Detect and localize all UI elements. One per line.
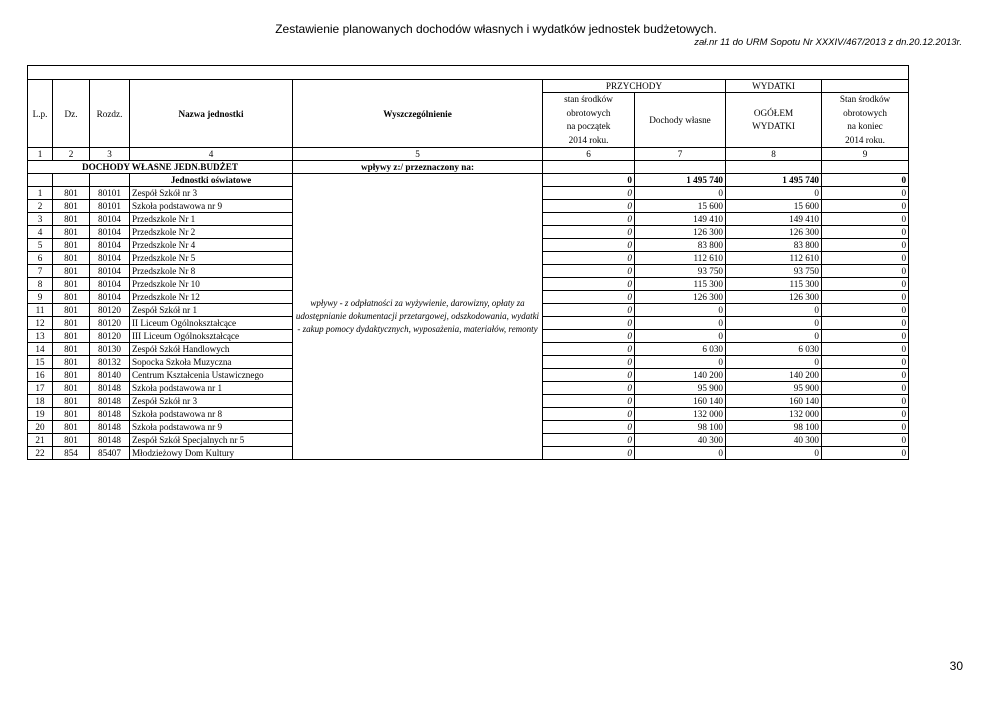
cell-stan-koniec: 0	[822, 304, 909, 317]
cell-wydatki: 0	[726, 356, 822, 369]
cell-stan-poczatek: 0	[543, 395, 635, 408]
description-cell: wpływy - z odpłatności za wyżywienie, darowizny, opłaty za udostępnianie dokumentacji przetargowej, odszkodowania, wydatki - zakup pomocy dydaktycznych, wyposażenia, materiałów, remonty	[293, 174, 543, 460]
cell-rozdz: 80132	[90, 356, 130, 369]
cell-rozdz: 80148	[90, 434, 130, 447]
cell-nazwa: II Liceum Ogólnokształcące	[130, 317, 293, 330]
cell-rozdz: 80104	[90, 265, 130, 278]
cell-rozdz: 80104	[90, 278, 130, 291]
cell-dz: 801	[53, 421, 90, 434]
header-row-top	[28, 80, 909, 93]
cell-lp: 7	[28, 265, 53, 278]
cell-dz: 801	[53, 252, 90, 265]
cell-rozdz: 85407	[90, 447, 130, 460]
cell-rozdz: 80120	[90, 317, 130, 330]
cell-dz: 854	[53, 447, 90, 460]
cell-nazwa: Szkoła podstawowa nr 1	[130, 382, 293, 395]
cell-nazwa: Sopocka Szkoła Muzyczna	[130, 356, 293, 369]
cell-nazwa: Centrum Kształcenia Ustawicznego	[130, 369, 293, 382]
cell-dz: 801	[53, 239, 90, 252]
group-name: Jednostki oświatowe	[130, 174, 293, 187]
cell-dz: 801	[53, 408, 90, 421]
cell-lp: 6	[28, 252, 53, 265]
cell-dochody: 115 300	[635, 278, 726, 291]
cell-nazwa: Szkoła podstawowa nr 9	[130, 421, 293, 434]
cell-lp: 13	[28, 330, 53, 343]
cell-wydatki: 15 600	[726, 200, 822, 213]
cell-dochody: 126 300	[635, 291, 726, 304]
group-stan-poczatek: 0	[543, 174, 635, 187]
cell-nazwa: Zespół Szkół nr 1	[130, 304, 293, 317]
cell-rozdz: 80148	[90, 408, 130, 421]
cell-dochody: 126 300	[635, 226, 726, 239]
cell-lp: 9	[28, 291, 53, 304]
cell-lp: 15	[28, 356, 53, 369]
cell-lp: 5	[28, 239, 53, 252]
cell-stan-poczatek: 0	[543, 291, 635, 304]
cell-stan-koniec: 0	[822, 226, 909, 239]
cell-wydatki: 6 030	[726, 343, 822, 356]
header-nazwa: Nazwa jednostki	[130, 80, 293, 148]
cell-lp: 21	[28, 434, 53, 447]
cell-dochody: 160 140	[635, 395, 726, 408]
cell-lp: 12	[28, 317, 53, 330]
cell-dochody: 40 300	[635, 434, 726, 447]
cell-nazwa: Przedszkole Nr 1	[130, 213, 293, 226]
header-lp: L.p.	[28, 80, 53, 148]
cell-stan-poczatek: 0	[543, 369, 635, 382]
cell-nazwa: Przedszkole Nr 2	[130, 226, 293, 239]
cell-rozdz: 80101	[90, 187, 130, 200]
cell-dochody: 95 900	[635, 382, 726, 395]
cell-stan-koniec: 0	[822, 317, 909, 330]
cell-lp: 8	[28, 278, 53, 291]
cell-lp: 4	[28, 226, 53, 239]
cell-lp: 1	[28, 187, 53, 200]
cell-nazwa: Przedszkole Nr 12	[130, 291, 293, 304]
cell-dochody: 0	[635, 447, 726, 460]
cell-lp: 19	[28, 408, 53, 421]
cell-rozdz: 80101	[90, 200, 130, 213]
cell-dz: 801	[53, 434, 90, 447]
cell-rozdz: 80120	[90, 304, 130, 317]
cell-stan-koniec: 0	[822, 239, 909, 252]
cell-wydatki: 149 410	[726, 213, 822, 226]
group-wydatki: 1 495 740	[726, 174, 822, 187]
cell-stan-koniec: 0	[822, 421, 909, 434]
cell-stan-koniec: 0	[822, 356, 909, 369]
cell-stan-poczatek: 0	[543, 213, 635, 226]
cell-wydatki: 93 750	[726, 265, 822, 278]
cell-dochody: 98 100	[635, 421, 726, 434]
cell-nazwa: Zespół Szkół Handlowych	[130, 343, 293, 356]
cell-nazwa: Zespół Szkół Specjalnych nr 5	[130, 434, 293, 447]
cell-stan-koniec: 0	[822, 200, 909, 213]
header-wydatki: WYDATKI	[726, 80, 822, 93]
cell-dochody: 0	[635, 356, 726, 369]
cell-dochody: 0	[635, 317, 726, 330]
cell-dz: 801	[53, 278, 90, 291]
cell-dz: 801	[53, 382, 90, 395]
cell-stan-koniec: 0	[822, 369, 909, 382]
cell-wydatki: 115 300	[726, 278, 822, 291]
cell-nazwa: Szkoła podstawowa nr 9	[130, 200, 293, 213]
cell-wydatki: 0	[726, 187, 822, 200]
cell-rozdz: 80140	[90, 369, 130, 382]
cell-wydatki: 40 300	[726, 434, 822, 447]
cell-nazwa: Szkoła podstawowa nr 8	[130, 408, 293, 421]
cell-rozdz: 80148	[90, 382, 130, 395]
cell-wydatki: 132 000	[726, 408, 822, 421]
cell-dz: 801	[53, 317, 90, 330]
group-row	[28, 174, 909, 187]
cell-wydatki: 98 100	[726, 421, 822, 434]
header-dochody-wlasne: Dochody własne	[635, 93, 726, 148]
header-rozdz: Rozdz.	[90, 80, 130, 148]
cell-lp: 17	[28, 382, 53, 395]
cell-wydatki: 126 300	[726, 226, 822, 239]
cell-stan-poczatek: 0	[543, 356, 635, 369]
spacer-row	[28, 66, 909, 80]
cell-nazwa: Zespół Szkół nr 3	[130, 187, 293, 200]
cell-dz: 801	[53, 265, 90, 278]
header-dz: Dz.	[53, 80, 90, 148]
cell-rozdz: 80104	[90, 213, 130, 226]
cell-lp: 20	[28, 421, 53, 434]
cell-dz: 801	[53, 291, 90, 304]
cell-stan-koniec: 0	[822, 265, 909, 278]
cell-dochody: 93 750	[635, 265, 726, 278]
cell-stan-koniec: 0	[822, 382, 909, 395]
cell-lp: 18	[28, 395, 53, 408]
cell-nazwa: Przedszkole Nr 8	[130, 265, 293, 278]
cell-lp: 3	[28, 213, 53, 226]
header-ogolem-wydatki: OGÓŁEM WYDATKI	[726, 93, 822, 148]
cell-stan-koniec: 0	[822, 408, 909, 421]
cell-stan-poczatek: 0	[543, 304, 635, 317]
cell-stan-koniec: 0	[822, 395, 909, 408]
cell-dochody: 0	[635, 330, 726, 343]
cell-nazwa: III Liceum Ogólnokształcące	[130, 330, 293, 343]
section-title: DOCHODY WŁASNE JEDN.BUDŻET	[28, 161, 293, 174]
cell-dz: 801	[53, 330, 90, 343]
cell-stan-poczatek: 0	[543, 252, 635, 265]
cell-dz: 801	[53, 226, 90, 239]
cell-stan-koniec: 0	[822, 434, 909, 447]
cell-stan-poczatek: 0	[543, 265, 635, 278]
cell-wydatki: 0	[726, 330, 822, 343]
cell-rozdz: 80120	[90, 330, 130, 343]
cell-dz: 801	[53, 395, 90, 408]
cell-wydatki: 0	[726, 317, 822, 330]
cell-nazwa: Młodzieżowy Dom Kultury	[130, 447, 293, 460]
cell-stan-poczatek: 0	[543, 408, 635, 421]
cell-stan-poczatek: 0	[543, 447, 635, 460]
cell-stan-poczatek: 0	[543, 226, 635, 239]
page-number: 30	[949, 659, 963, 673]
cell-lp: 14	[28, 343, 53, 356]
cell-wydatki: 140 200	[726, 369, 822, 382]
cell-dochody: 0	[635, 187, 726, 200]
cell-wydatki: 83 800	[726, 239, 822, 252]
cell-rozdz: 80148	[90, 421, 130, 434]
cell-wydatki: 0	[726, 304, 822, 317]
group-stan-koniec: 0	[822, 174, 909, 187]
cell-stan-poczatek: 0	[543, 317, 635, 330]
cell-stan-poczatek: 0	[543, 239, 635, 252]
cell-stan-koniec: 0	[822, 278, 909, 291]
cell-stan-poczatek: 0	[543, 187, 635, 200]
cell-dochody: 6 030	[635, 343, 726, 356]
cell-dz: 801	[53, 356, 90, 369]
document-subtitle: zał.nr 11 do URM Sopotu Nr XXXIV/467/2013 z dn.20.12.2013r.	[694, 37, 962, 48]
cell-dz: 801	[53, 304, 90, 317]
cell-lp: 22	[28, 447, 53, 460]
cell-dz: 801	[53, 343, 90, 356]
budget-table	[27, 65, 909, 460]
cell-rozdz: 80104	[90, 252, 130, 265]
cell-dochody: 0	[635, 304, 726, 317]
cell-stan-poczatek: 0	[543, 382, 635, 395]
cell-lp: 2	[28, 200, 53, 213]
header-stan-koniec: Stan środków obrotowych na koniec 2014 roku.	[822, 93, 909, 148]
cell-dz: 801	[53, 200, 90, 213]
cell-stan-poczatek: 0	[543, 200, 635, 213]
cell-stan-koniec: 0	[822, 447, 909, 460]
cell-stan-poczatek: 0	[543, 330, 635, 343]
cell-rozdz: 80148	[90, 395, 130, 408]
document-title: Zestawienie planowanych dochodów własnych i wydatków jednostek budżetowych.	[275, 22, 717, 36]
cell-rozdz: 80104	[90, 291, 130, 304]
cell-rozdz: 80104	[90, 239, 130, 252]
section-row	[28, 161, 909, 174]
cell-dz: 801	[53, 187, 90, 200]
group-dochody: 1 495 740	[635, 174, 726, 187]
cell-dz: 801	[53, 213, 90, 226]
cell-nazwa: Przedszkole Nr 10	[130, 278, 293, 291]
column-number-row: 1 2 3 4 5 6 7 8 9	[28, 148, 909, 161]
cell-dochody: 132 000	[635, 408, 726, 421]
cell-rozdz: 80130	[90, 343, 130, 356]
cell-nazwa: Przedszkole Nr 4	[130, 239, 293, 252]
cell-wydatki: 112 610	[726, 252, 822, 265]
cell-dochody: 140 200	[635, 369, 726, 382]
cell-stan-koniec: 0	[822, 213, 909, 226]
cell-dz: 801	[53, 369, 90, 382]
cell-lp: 11	[28, 304, 53, 317]
header-stan-poczatek: stan środków obrotowych na początek 2014 roku.	[543, 93, 635, 148]
cell-stan-poczatek: 0	[543, 343, 635, 356]
cell-dochody: 83 800	[635, 239, 726, 252]
cell-stan-poczatek: 0	[543, 421, 635, 434]
header-wyszczegolnienie: Wyszczególnienie	[293, 80, 543, 148]
cell-wydatki: 126 300	[726, 291, 822, 304]
cell-dochody: 112 610	[635, 252, 726, 265]
cell-stan-koniec: 0	[822, 252, 909, 265]
cell-stan-koniec: 0	[822, 291, 909, 304]
cell-stan-poczatek: 0	[543, 278, 635, 291]
cell-nazwa: Zespół Szkół nr 3	[130, 395, 293, 408]
cell-stan-koniec: 0	[822, 343, 909, 356]
cell-wydatki: 160 140	[726, 395, 822, 408]
cell-stan-koniec: 0	[822, 330, 909, 343]
cell-nazwa: Przedszkole Nr 5	[130, 252, 293, 265]
cell-wydatki: 95 900	[726, 382, 822, 395]
cell-rozdz: 80104	[90, 226, 130, 239]
header-przychody: PRZYCHODY	[543, 80, 726, 93]
section-detail: wpływy z:/ przeznaczony na:	[293, 161, 543, 174]
cell-stan-poczatek: 0	[543, 434, 635, 447]
cell-wydatki: 0	[726, 447, 822, 460]
cell-stan-koniec: 0	[822, 187, 909, 200]
cell-dochody: 149 410	[635, 213, 726, 226]
cell-dochody: 15 600	[635, 200, 726, 213]
cell-lp: 16	[28, 369, 53, 382]
